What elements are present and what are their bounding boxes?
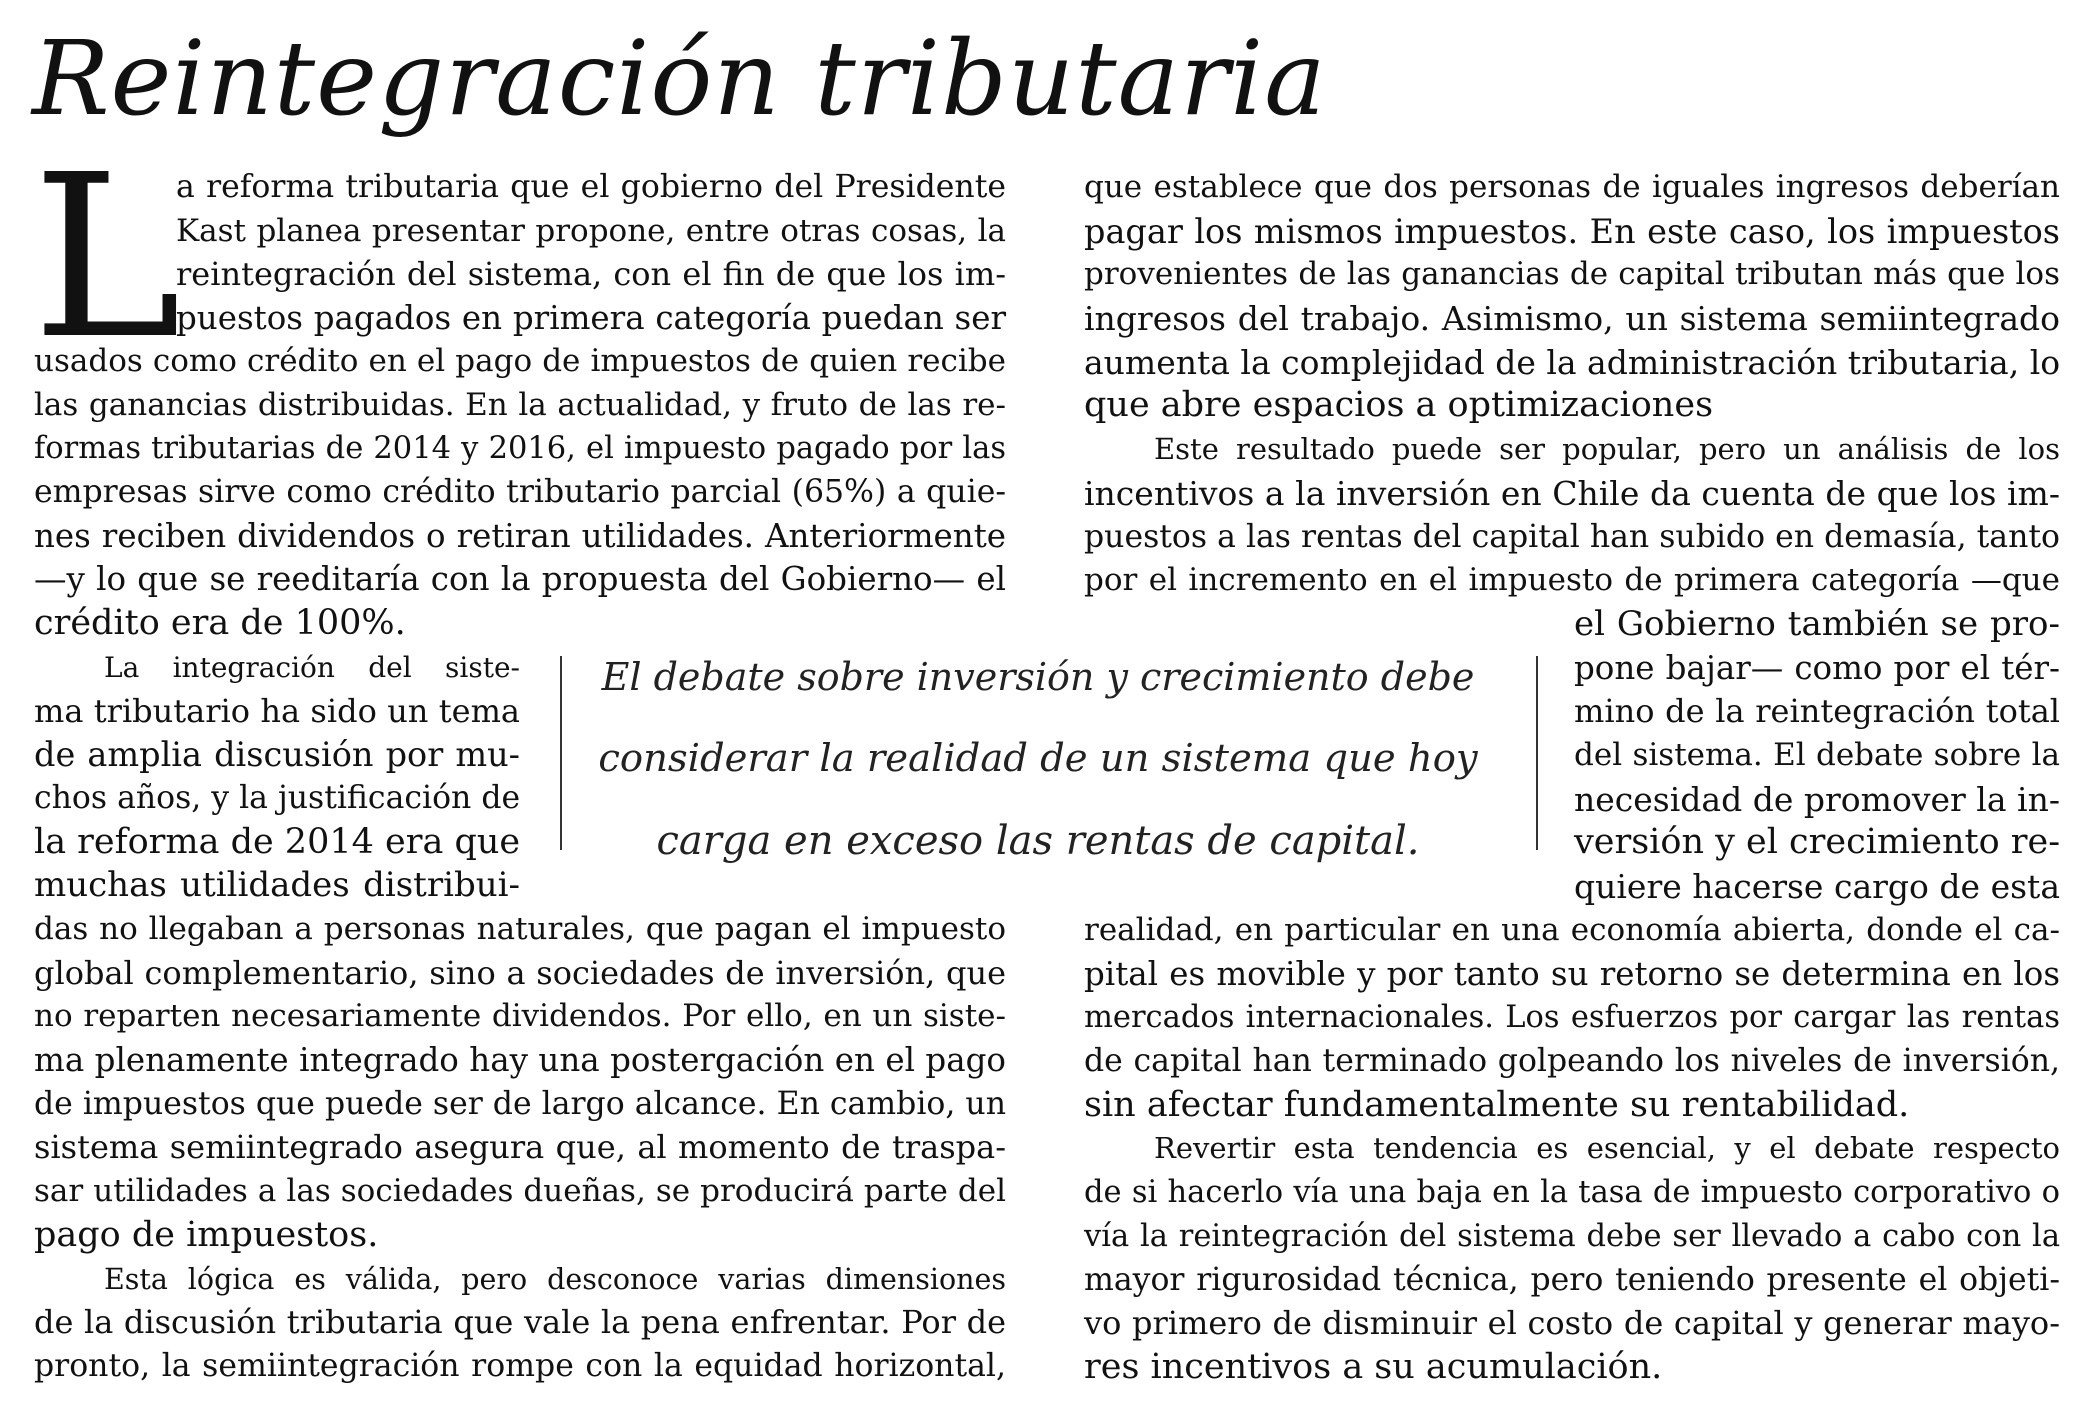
text-line: global complementario, sino a sociedades de inversión, que [34,953,1006,992]
text-line: vía la reintegración del sistema debe ser llevado a cabo con la [1084,1218,2060,1254]
text-line: pronto, la semiintegración rompe con la equidad horizontal, [34,1347,1006,1384]
text-line: la reforma de 2014 era que [34,821,521,862]
text-line: incentivos a la inversión en Chile da cuenta de que los im- [1084,473,2060,513]
text-line: versión y el crecimiento re- [1574,822,2061,863]
right-column-top [1084,166,2060,603]
text-line: provenientes de las ganancias de capital tributan más que los [1084,256,2060,293]
text-line: Este resultado puede ser popular, pero un análisis de los [1154,432,2060,467]
text-line: del sistema. El debate sobre la [1574,737,2060,774]
text-line: ingresos del trabajo. Asimismo, un sistema semiintegrado [1084,299,2060,339]
right-column-bottom [1084,909,2060,1390]
text-line: —y lo que se reeditaría con la propuesta del Gobierno— el [34,560,1006,599]
text-line: La integración del siste- [104,651,520,684]
text-line: usados como crédito en el pago de impuestos de quien recibe [34,343,1006,379]
text-line: das no llegaban a personas naturales, que pagan el impuesto [34,911,1006,947]
text-line: crédito era de 100%. [34,603,406,644]
text-line: las ganancias distribuidas. En la actualidad, y fruto de las re- [34,386,1006,423]
text-line: reintegración del sistema, con el fin de que los im- [176,255,1006,294]
text-line: de impuestos que puede ser de largo alcance. En cambio, un [34,1085,1006,1122]
left-column-bottom [34,908,1006,1389]
text-line: por el incremento en el impuesto de primera categoría —que [1084,562,2060,599]
right-column-narrow [1574,603,2060,909]
text-line: quiere hacerse cargo de esta [1574,867,2060,907]
text-line: pago de impuestos. [34,1214,379,1255]
pull-quote-line: El debate sobre inversión y crecimiento debe [601,655,1475,699]
text-line: empresas sirve como crédito tributario parcial (65%) a quie- [34,474,1006,511]
text-line: de la discusión tributaria que vale la pena enfrentar. Por de [34,1303,1006,1342]
pull-quote-right-rule [1536,656,1538,850]
text-line: mino de la reintegración total [1574,692,2060,731]
text-line: no reparten necesariamente dividendos. Por ello, en un siste- [34,998,1006,1035]
text-line: aumenta la complejidad de la administración tributaria, lo [1084,342,2061,382]
text-line: ma plenamente integrado hay una postergación en el pago [34,1041,1006,1080]
text-line: que establece que dos personas de iguales ingresos deberían [1084,169,2060,205]
headline: Reintegración tributaria [32,19,1327,139]
text-line: Esta lógica es válida, pero desconoce varias dimensiones [104,1262,1006,1296]
text-line: puestos a las rentas del capital han subido en demasía, tanto [1084,518,2060,555]
left-column-top [176,166,1006,341]
text-line: mayor rigurosidad técnica, pero teniendo presente el objeti- [1084,1261,2060,1298]
text-line: ma tributario ha sido un tema [34,691,520,730]
text-line: nes reciben dividendos o retiran utilidades. Anteriormente [34,516,1006,555]
text-line: realidad, en particular en una economía abierta, donde el ca- [1084,912,2060,948]
text-line: sin afectar fundamentalmente su rentabilidad. [1084,1084,1910,1125]
text-line: mercados internacionales. Los esfuerzos por cargar las rentas [1084,1000,2060,1036]
text-line: formas tributarias de 2014 y 2016, el impuesto pagado por las [34,431,1006,467]
text-line: de si hacerlo vía una baja en la tasa de impuesto corporativo o [1084,1175,2060,1211]
text-line: res incentivos a su acumulación. [1084,1346,1663,1387]
left-column-narrow [34,646,520,908]
text-line: sar utilidades a las sociedades dueñas, se producirá parte del [34,1173,1006,1210]
text-line: de capital han terminado golpeando los niveles de inversión, [1084,1043,2060,1080]
pull-quote [598,636,1478,882]
drop-cap: L [32,127,182,389]
text-line: pone bajar— como por el tér- [1574,648,2060,687]
pull-quote-line: considerar la realidad de un sistema que hoy [598,736,1478,781]
text-line: chos años, y la justificación de [34,780,521,817]
text-line: pital es movible y por tanto su retorno se determina en los [1084,954,2060,993]
pull-quote-left-rule [560,656,562,850]
text-line: puestos pagados en primera categoría puedan ser [176,299,1006,338]
text-line: Revertir esta tendencia es esencial, y el debate respecto [1154,1131,2060,1166]
text-line: pagar los mismos impuestos. En este caso, los impuestos [1084,211,2060,251]
left-column-main [34,340,1006,646]
text-line: necesidad de promover la in- [1574,779,2060,819]
text-line: vo primero de disminuir el costo de capital y generar mayo- [1084,1304,2060,1343]
pull-quote-line: carga en exceso las rentas de capital. [656,818,1420,864]
text-line: que abre espacios a optimizaciones [1084,385,1714,426]
text-line: el Gobierno también se pro- [1574,604,2060,644]
text-line: a reforma tributaria que el gobierno del Presidente [176,169,1006,205]
text-line: Kast planea presentar propone, entre otras cosas, la [176,212,1006,249]
text-line: muchas utilidades distribui- [34,865,520,906]
text-line: de amplia discusión por mu- [34,735,520,775]
text-line: sistema semiintegrado asegura que, al momento de traspa- [34,1128,1006,1167]
